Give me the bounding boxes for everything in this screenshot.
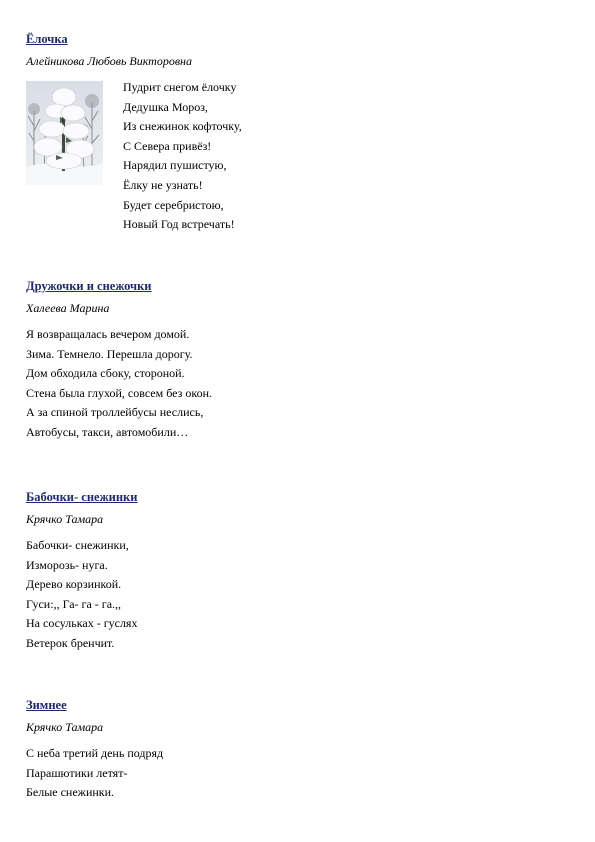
poem-line: Из снежинок кофточку, bbox=[123, 119, 242, 134]
poem-line: Дом обходила сбоку, стороной. bbox=[26, 366, 185, 381]
poem-line: Дедушка Мороз, bbox=[123, 99, 208, 114]
poem-line: Дерево корзинкой. bbox=[26, 577, 122, 592]
poem-block bbox=[26, 30, 566, 235]
poem-line: Автобусы, такси, автомобили… bbox=[26, 424, 189, 439]
poem-line: Изморозь- нуга. bbox=[26, 557, 108, 572]
poem-line: Я возвращалась вечером домой. bbox=[26, 327, 190, 341]
snow-covered-fir-tree-image bbox=[26, 81, 103, 185]
poem-line: На сосульках - гуслях bbox=[26, 616, 138, 631]
poem-line: Новый Год встречать! bbox=[123, 217, 235, 232]
poem-author: Халеева Марина bbox=[26, 301, 110, 315]
poem-line: Пудрит снегом ёлочку bbox=[123, 80, 237, 94]
poem-text bbox=[123, 78, 242, 235]
poem-line: Стена была глухой, совсем без окон. bbox=[26, 385, 213, 400]
poem-title-link[interactable]: Бабочки- снежинки bbox=[26, 490, 138, 504]
poem-title-link[interactable]: Дружочки и снежочки bbox=[26, 279, 152, 293]
poem-text bbox=[26, 536, 566, 654]
poem-line: Ёлку не узнать! bbox=[123, 177, 203, 192]
poem-line: Будет серебристою, bbox=[123, 197, 224, 212]
poem-block bbox=[26, 277, 566, 443]
poem-author: Крячко Тамара bbox=[26, 512, 104, 526]
poem-author: Крячко Тамара bbox=[26, 720, 104, 734]
poem-text bbox=[26, 325, 566, 443]
poem-line: С неба третий день подряд bbox=[26, 746, 164, 760]
poem-line: Нарядил пушистую, bbox=[123, 158, 227, 173]
poem-text bbox=[26, 744, 566, 803]
poem-line: Парашютики летят- bbox=[26, 765, 128, 780]
poem-line: Зима. Темнело. Перешла дорогу. bbox=[26, 346, 193, 361]
poem-block bbox=[26, 696, 566, 803]
poem-author: Алейникова Любовь Викторовна bbox=[26, 54, 193, 68]
poem-block bbox=[26, 488, 566, 654]
poem-line: А за спиной троллейбусы неслись, bbox=[26, 405, 204, 420]
poem-line: Ветерок бренчит. bbox=[26, 635, 115, 650]
poem-line: Гуси:,, Га- га - га.,, bbox=[26, 596, 122, 611]
poem-title-link[interactable]: Ёлочка bbox=[26, 32, 68, 46]
poem-title-link[interactable]: Зимнее bbox=[26, 698, 67, 712]
poem-line: Белые снежинки. bbox=[26, 785, 115, 800]
poem-line: Бабочки- снежинки, bbox=[26, 538, 129, 552]
poem-line: С Севера привёз! bbox=[123, 138, 212, 153]
